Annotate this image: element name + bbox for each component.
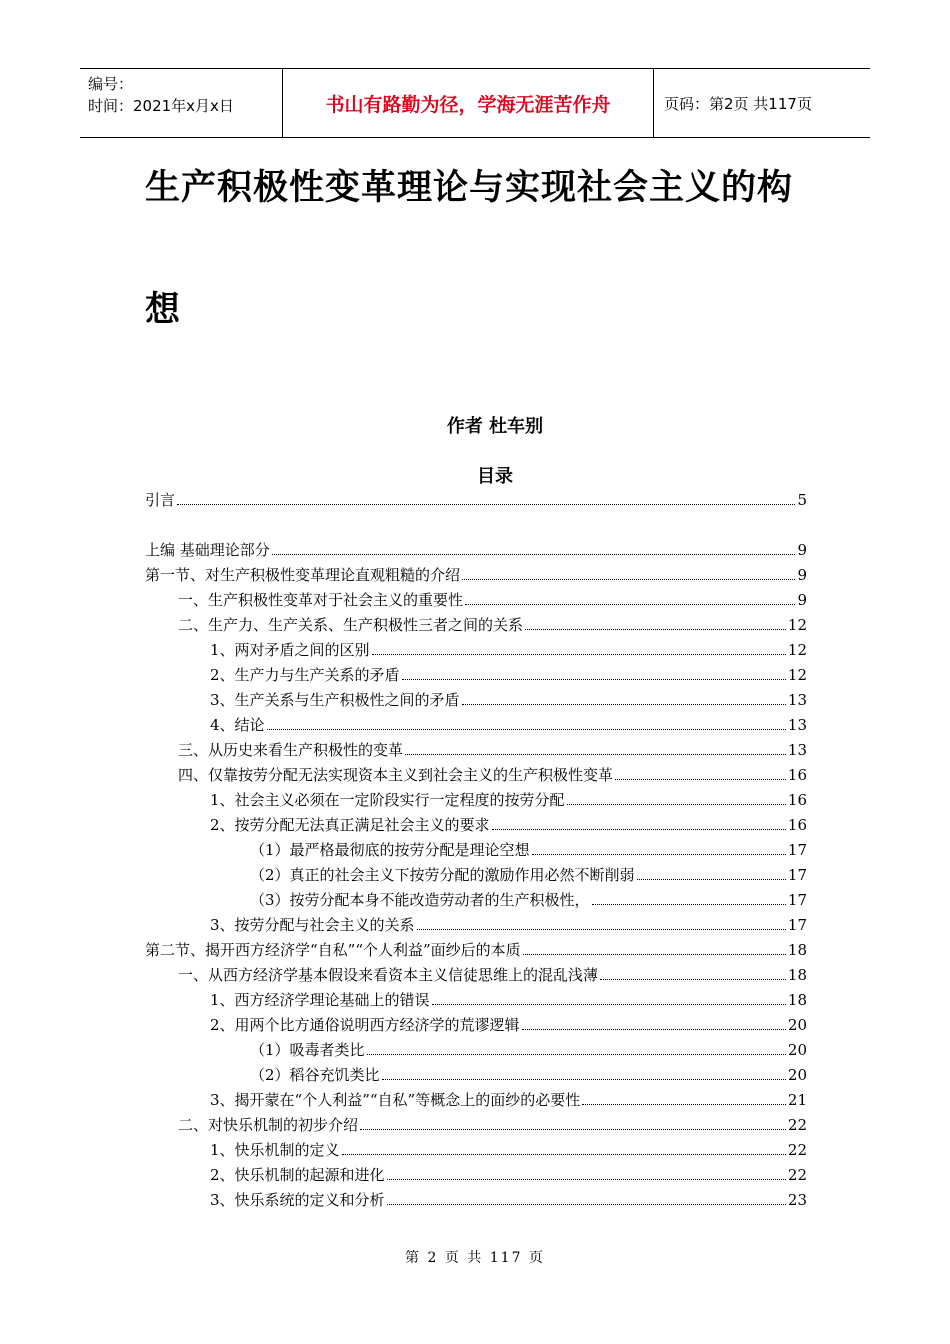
toc-entry[interactable] [210,1086,807,1110]
toc-entry-label: 2、按劳分配无法真正满足社会主义的要求 [210,816,490,834]
toc-dot-leader [582,1104,786,1105]
toc-entry[interactable] [210,1136,807,1160]
toc-entry-label: 引言 [145,491,176,509]
toc-dot-leader [360,1129,786,1130]
toc-entry-page: 21 [787,1091,807,1109]
toc-entry-page: 12 [787,641,807,659]
toc-entry[interactable] [145,561,807,585]
toc-entry-label: 2、生产力与生产关系的矛盾 [210,666,400,684]
toc-dot-leader [600,979,786,980]
toc-entry[interactable] [178,1111,807,1135]
toc-entry[interactable] [145,936,807,960]
toc-dot-leader [382,1079,786,1080]
toc-entry-label: 3、按劳分配与社会主义的关系 [210,916,415,934]
toc-entry-label: （2）稻谷充饥类比 [250,1066,380,1084]
toc-entry-label: 1、社会主义必须在一定阶段实行一定程度的按劳分配 [210,791,565,809]
toc-entry[interactable] [178,736,807,760]
toc-entry-label: 2、快乐机制的起源和进化 [210,1166,385,1184]
toc-entry-label: 3、生产关系与生产积极性之间的矛盾 [210,691,460,709]
toc-entry-label: 二、生产力、生产关系、生产积极性三者之间的关系 [178,616,524,634]
document-title-line-2: 想 [145,290,182,330]
toc-dot-leader [592,904,786,905]
toc-dot-leader [405,754,786,755]
toc-entry[interactable] [250,836,807,860]
toc-dot-leader [523,954,786,955]
toc-entry-label: 第二节、揭开西方经济学“自私”“个人利益”面纱后的本质 [145,941,521,959]
number-label: 编号： [88,75,134,93]
toc-entry-page: 13 [787,741,807,759]
toc-entry-label: 四、仅靠按劳分配无法实现资本主义到社会主义的生产积极性变革 [178,766,614,784]
toc-entry-page: 9 [797,591,807,609]
toc-entry-label: 2、用两个比方通俗说明西方经济学的荒谬逻辑 [210,1016,520,1034]
toc-entry-page: 18 [787,941,807,959]
toc-entry-page: 5 [797,491,807,509]
toc-entry-label: 二、对快乐机制的初步介绍 [178,1116,359,1134]
toc-entry-page: 20 [787,1066,807,1084]
toc-heading: 目录 [477,466,513,487]
toc-dot-leader [417,929,786,930]
toc-dot-leader [267,729,786,730]
toc-entry[interactable] [210,1161,807,1185]
toc-dot-leader [402,679,786,680]
time-label: 时间：2021年x月x日 [88,97,234,115]
toc-entry[interactable] [250,1036,807,1060]
toc-entry[interactable] [210,786,807,810]
header-motto: 书山有路勤为径，学海无涯苦作舟 [282,69,654,137]
toc-entry-label: 一、从西方经济学基本假设来看资本主义信徒思维上的混乱浅薄 [178,966,599,984]
author-line: 作者 杜车别 [446,416,544,437]
toc-entry-page: 9 [797,566,807,584]
toc-dot-leader [432,1004,786,1005]
toc-entry-page: 12 [787,616,807,634]
toc-entry-page: 17 [787,866,807,884]
toc-entry-label: （2）真正的社会主义下按劳分配的激励作用必然不断削弱 [250,866,635,884]
header-meta [80,69,282,137]
toc-entry[interactable] [210,1011,807,1035]
toc-entry-page: 17 [787,916,807,934]
toc-entry-page: 13 [787,691,807,709]
toc-dot-leader [637,879,786,880]
toc-entry[interactable] [210,911,807,935]
toc-entry-label: 1、快乐机制的定义 [210,1141,340,1159]
toc-dot-leader [462,704,786,705]
toc-entry[interactable] [210,711,807,735]
toc-dot-leader [177,504,795,505]
toc-entry-label: 1、西方经济学理论基础上的错误 [210,991,430,1009]
toc-entry-page: 18 [787,966,807,984]
toc-entry[interactable] [250,861,807,885]
toc-entry-label: 三、从历史来看生产积极性的变革 [178,741,404,759]
toc-entry[interactable] [178,586,807,610]
toc-entry-label: （1）最严格最彻底的按劳分配是理论空想 [250,841,530,859]
toc-dot-leader [465,604,795,605]
toc-dot-leader [525,629,786,630]
toc-entry-page: 16 [787,816,807,834]
toc-entry-label: （3）按劳分配本身不能改造劳动者的生产积极性， [250,891,590,909]
toc-dot-leader [387,1204,786,1205]
toc-entry-page: 16 [787,791,807,809]
toc-entry-page: 12 [787,666,807,684]
toc-entry-page: 18 [787,991,807,1009]
header-page-info: 页码：第2页 共117页 [664,94,812,113]
toc-entry-page: 13 [787,716,807,734]
toc-entry[interactable] [210,661,807,685]
toc-entry-page: 22 [787,1116,807,1134]
toc-dot-leader [372,654,786,655]
toc-entry[interactable] [178,961,807,985]
toc-entry-page: 9 [797,541,807,559]
page-footer: 第 2 页 共 117 页 [405,1250,545,1266]
toc-dot-leader [567,804,786,805]
toc-dot-leader [342,1154,786,1155]
toc-entry[interactable] [145,536,807,560]
toc-entry-page: 22 [787,1141,807,1159]
header-table [80,68,870,138]
toc-entry-label: （1）吸毒者类比 [250,1041,365,1059]
toc-entry-page: 23 [787,1191,807,1209]
toc-entry[interactable] [210,986,807,1010]
toc-entry[interactable] [210,636,807,660]
toc-dot-leader [492,829,786,830]
toc-entry[interactable] [210,811,807,835]
toc-entry-page: 20 [787,1016,807,1034]
toc-dot-leader [532,854,786,855]
toc-entry-label: 3、快乐系统的定义和分析 [210,1191,385,1209]
toc-dot-leader [272,554,796,555]
toc-entry[interactable] [178,611,807,635]
toc-entry-label: 4、结论 [210,716,265,734]
toc-entry-page: 17 [787,891,807,909]
toc-entry-page: 22 [787,1166,807,1184]
toc-entry-label: 3、揭开蒙在“个人利益”“自私”等概念上的面纱的必要性 [210,1091,581,1109]
toc-entry[interactable] [250,886,807,910]
toc-entry[interactable] [250,1061,807,1085]
toc-dot-leader [367,1054,786,1055]
toc-entry-label: 上编 基础理论部分 [145,541,270,559]
document-title-line-1: 生产积极性变革理论与实现社会主义的构 [145,168,794,208]
toc-entry-label: 第一节、对生产积极性变革理论直观粗糙的介绍 [145,566,461,584]
toc-dot-leader [615,779,786,780]
toc-entry[interactable] [210,686,807,710]
toc-entry-label: 1、两对矛盾之间的区别 [210,641,370,659]
toc-dot-leader [462,579,795,580]
toc-dot-leader [387,1179,786,1180]
toc-entry-page: 17 [787,841,807,859]
toc-dot-leader [522,1029,786,1030]
toc-entry-page: 20 [787,1041,807,1059]
toc-entry[interactable] [210,1186,807,1210]
toc-entry-label: 一、生产积极性变革对于社会主义的重要性 [178,591,464,609]
toc-entry[interactable] [178,761,807,785]
toc-entry[interactable] [145,486,807,510]
toc-entry-page: 16 [787,766,807,784]
